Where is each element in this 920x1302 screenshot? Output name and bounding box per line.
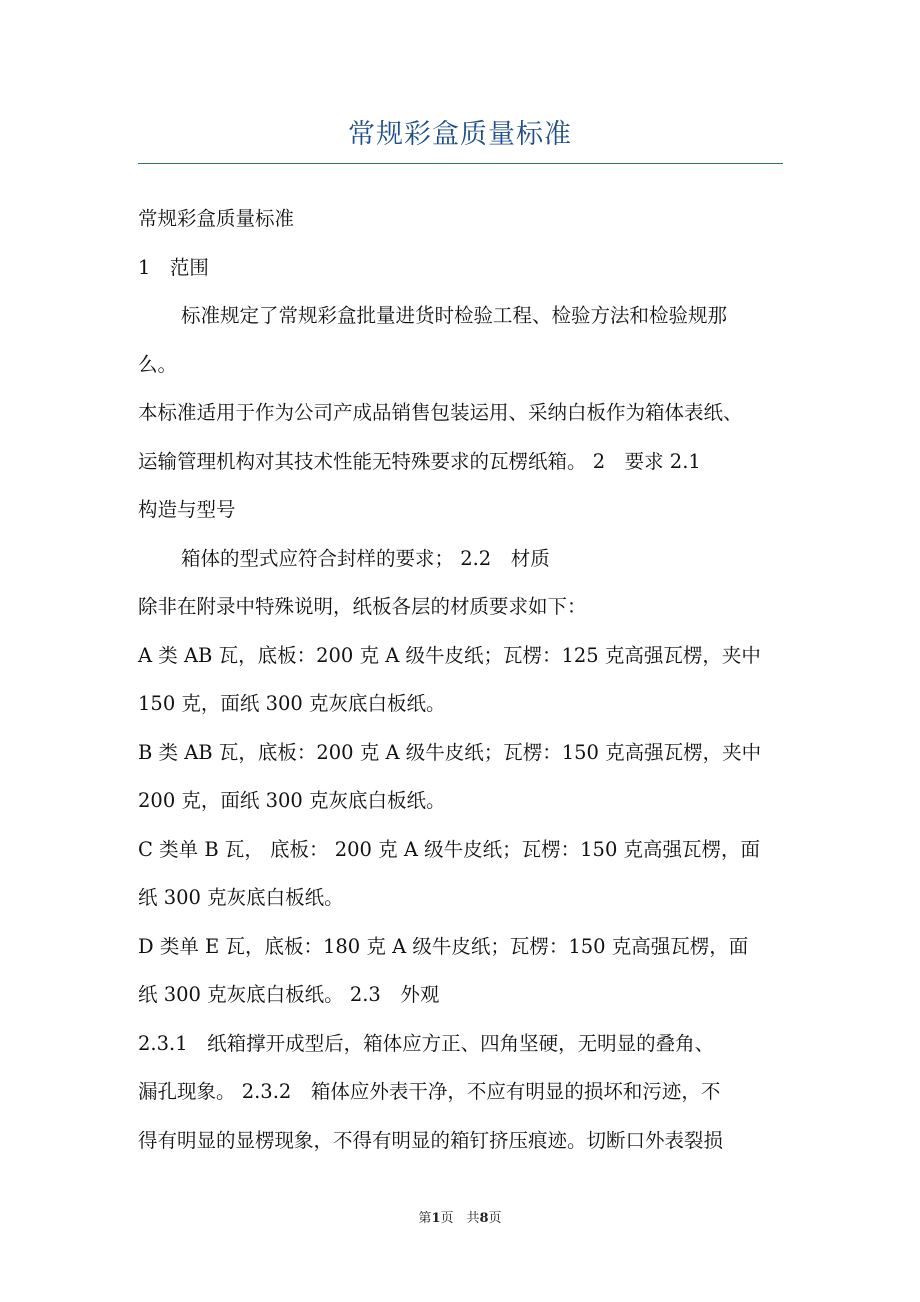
body-line: 2.3.1 纸箱撑开成型后，箱体应方正、四角坚硬，无明显的叠角、 [138, 1031, 715, 1055]
total-pages-number: 8 [479, 1211, 489, 1226]
body-line: C 类单 B 瓦， 底板： 200 克 A 级牛皮纸；瓦楞：150 克高强瓦楞，面 [138, 837, 761, 861]
title-divider [138, 163, 783, 164]
body-line: 漏孔现象。 2.3.2 箱体应外表干净，不应有明显的损坏和污迹，不 [138, 1080, 721, 1103]
footer-suffix: 页 [488, 1211, 502, 1226]
body-line: 纸 300 克灰底白板纸。 2.3 外观 [138, 983, 440, 1006]
body-line: 构造与型号 [138, 498, 236, 521]
body-line: 得有明显的显楞现象，不得有明显的箱钉挤压痕迹。切断口外表裂损 [138, 1128, 724, 1152]
body-line: 除非在附录中特殊说明，纸板各层的材质要求如下： [138, 595, 587, 618]
body-line: 标准规定了常规彩盒批量进货时检验工程、检验方法和检验规那 [181, 304, 728, 327]
page-footer [0, 1207, 920, 1226]
body-line: 运输管理机构对其技术性能无特殊要求的瓦楞纸箱。 2 要求 2.1 [138, 449, 701, 473]
body-line: 箱体的型式应符合封样的要求； 2.2 材质 [181, 546, 550, 570]
body-line: B 类 AB 瓦，底板：200 克 A 级牛皮纸；瓦楞：150 克高强瓦楞，夹中 [138, 740, 762, 764]
document-body [138, 195, 788, 1165]
current-page-number: 1 [431, 1211, 441, 1226]
body-line: 么。 [138, 352, 178, 376]
footer-middle: 页 共 [440, 1211, 480, 1226]
document-title: 常规彩盒质量标准 [348, 119, 572, 150]
footer-prefix: 第 [418, 1211, 432, 1226]
body-line: D 类单 E 瓦，底板：180 克 A 级牛皮纸；瓦楞：150 克高强瓦楞，面 [138, 934, 749, 958]
body-line: A 类 AB 瓦，底板：200 克 A 级牛皮纸；瓦楞：125 克高强瓦楞，夹中 [138, 643, 761, 667]
body-line: 纸 300 克灰底白板纸。 [138, 886, 344, 909]
body-line: 150 克，面纸 300 克灰底白板纸。 [138, 692, 446, 715]
body-line: 本标准适用于作为公司产成品销售包装运用、采纳白板作为箱体表纸、 [138, 401, 743, 424]
body-line: 200 克，面纸 300 克灰底白板纸。 [138, 789, 446, 812]
body-line: 常规彩盒质量标准 [138, 207, 295, 230]
body-line: 1 范围 [138, 255, 209, 279]
